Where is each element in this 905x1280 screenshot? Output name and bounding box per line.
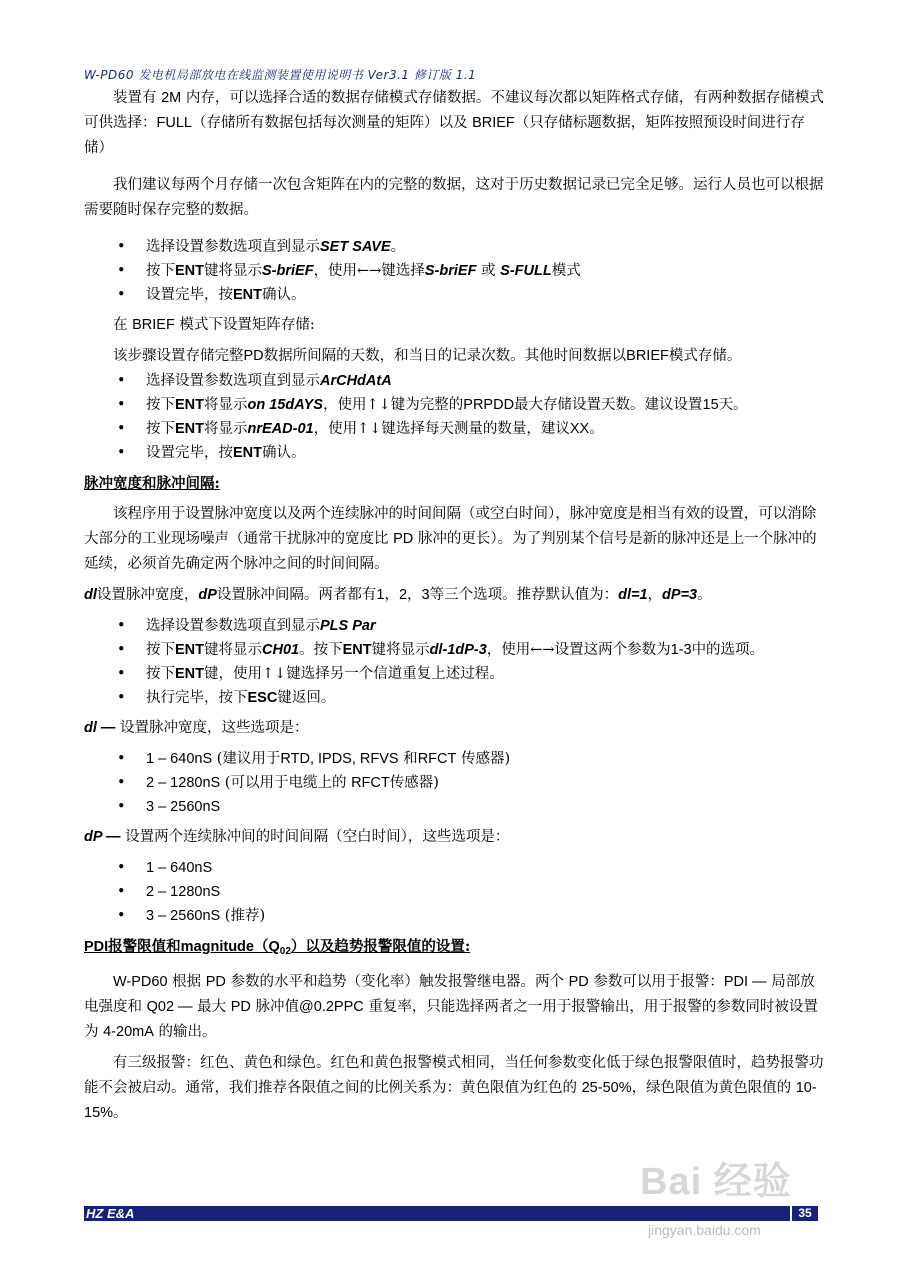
dp-options-title: dP — 设置两个连续脉冲间的时间间隔（空白时间），这些选项是：	[84, 829, 510, 845]
alarm-description-paragraph: W-PD60 根据 PD 参数的水平和趋势（变化率）触发报警继电器。两个 PD 参数可以用于报警：PDI — 局部放电强度和 Q02 — 最大 PD 脉冲值@0.2PPC 重复率，只能选择两者之一用于报警输出，用于报警的参数同时被设置为 4-20mA 的输出。	[84, 974, 818, 1040]
list-item: • 按下ENT键将显示CH01。按下ENT键将显示dl-1dP-3，使用←→设置这两个参数为1-3中的选项。	[117, 642, 765, 658]
list-item: • 按下ENT将显示on 15dAYS，使用↑↓键为完整的PRPDD最大存储设置天数。建议设置15天。	[117, 397, 748, 413]
list-item: • 设置完毕，按ENT确认。	[117, 287, 306, 303]
page-header-title: W-PD60 发电机局部放电在线监测装置使用说明书 Ver3.1 修订版 1.1	[84, 68, 477, 82]
baidu-watermark-logo: Bai 经验	[640, 1161, 792, 1203]
baidu-watermark-url: jingyan.baidu.com	[648, 1222, 761, 1238]
list-item: • 选择设置参数选项直到显示ArCHdAtA	[117, 373, 392, 389]
list-item: • 按下ENT键，使用↑↓键选择另一个信道重复上述过程。	[117, 666, 504, 682]
storage-recommend-paragraph: 我们建议每两个月存储一次包含矩阵在内的完整的数据，这对于历史数据记录已完全足够。运行人员也可以根据需要随时保存完整的数据。	[84, 177, 824, 218]
pulse-section-heading: 脉冲宽度和脉冲间隔:	[84, 475, 220, 492]
dl-dp-summary: dl设置脉冲宽度，dP设置脉冲间隔。两者都有1，2，3等三个选项。推荐默认值为：dl=1，dP=3。	[84, 587, 712, 603]
list-item: • 按下ENT键将显示S-briEF，使用←→键选择S-briEF 或 S-FULL模式	[117, 263, 581, 279]
page-content	[84, 86, 826, 1126]
brief-mode-description: 该步骤设置存储完整PD数据所间隔的天数，和当日的记录次数。其他时间数据以BRIEF模式存储。	[113, 348, 742, 364]
footer-company: HZ E&A	[86, 1206, 135, 1221]
list-item: • 3 – 2560nS	[117, 799, 221, 815]
storage-intro-paragraph: 装置有 2M 内存，可以选择合适的数据存储模式存储数据。不建议每次都以矩阵格式存储，有两种数据存储模式可供选择：FULL（存储所有数据包括每次测量的矩阵）以及 BRIEF（只存储标题数据，矩阵按照预设时间进行存储）	[84, 90, 824, 156]
list-item: • 选择设置参数选项直到显示SET SAVE。	[117, 239, 406, 255]
brief-mode-title: 在 BRIEF 模式下设置矩阵存储:	[113, 317, 315, 333]
alarm-section-heading: PDI报警限值和$magnitude(Q_{02})$以及趋势报警限值的设置:	[84, 938, 471, 957]
list-item: • 2 – 1280nS	[117, 884, 221, 900]
dl-options-title: dl — 设置脉冲宽度，这些选项是：	[84, 720, 309, 736]
page-number: 35	[790, 1206, 818, 1221]
list-item: • 3 – 2560nS (推荐)	[117, 908, 266, 924]
list-item: • 选择设置参数选项直到显示PLS Par	[117, 618, 376, 634]
list-item: • 按下ENT将显示nrEAD-01，使用↑↓键选择每天测量的数量，建议XX。	[117, 421, 604, 437]
list-item: • 2 – 1280nS (可以用于电缆上的 RFCT传感器)	[117, 775, 439, 791]
alarm-levels-paragraph: 有三级报警：红色、黄色和绿色。红色和黄色报警模式相同，当任何参数变化低于绿色报警限值时，趋势报警功能不会被启动。通常，我们推荐各限值之间的比例关系为：黄色限值为红色的 25-50%，绿色限值为黄色限值的 10-15%。	[84, 1055, 824, 1121]
list-item: • 1 – 640nS	[117, 860, 213, 876]
footer-bar	[84, 1206, 790, 1221]
list-item: • 设置完毕，按ENT确认。	[117, 445, 306, 461]
list-item: • 1 – 640nS (建议用于RTD, IPDS, RFVS 和RFCT 传感器)	[117, 751, 511, 767]
list-item: • 执行完毕，按下ESC键返回。	[117, 690, 336, 706]
pulse-description-paragraph: 该程序用于设置脉冲宽度以及两个连续脉冲的时间间隔（或空白时间），脉冲宽度是相当有效的设置，可以消除大部分的工业现场噪声（通常干扰脉冲的宽度比 PD 脉冲的更长）。为了判别某个信号是新的脉冲还是上一个脉冲的延续，必须首先确定两个脉冲之间的时间间隔。	[84, 506, 817, 572]
